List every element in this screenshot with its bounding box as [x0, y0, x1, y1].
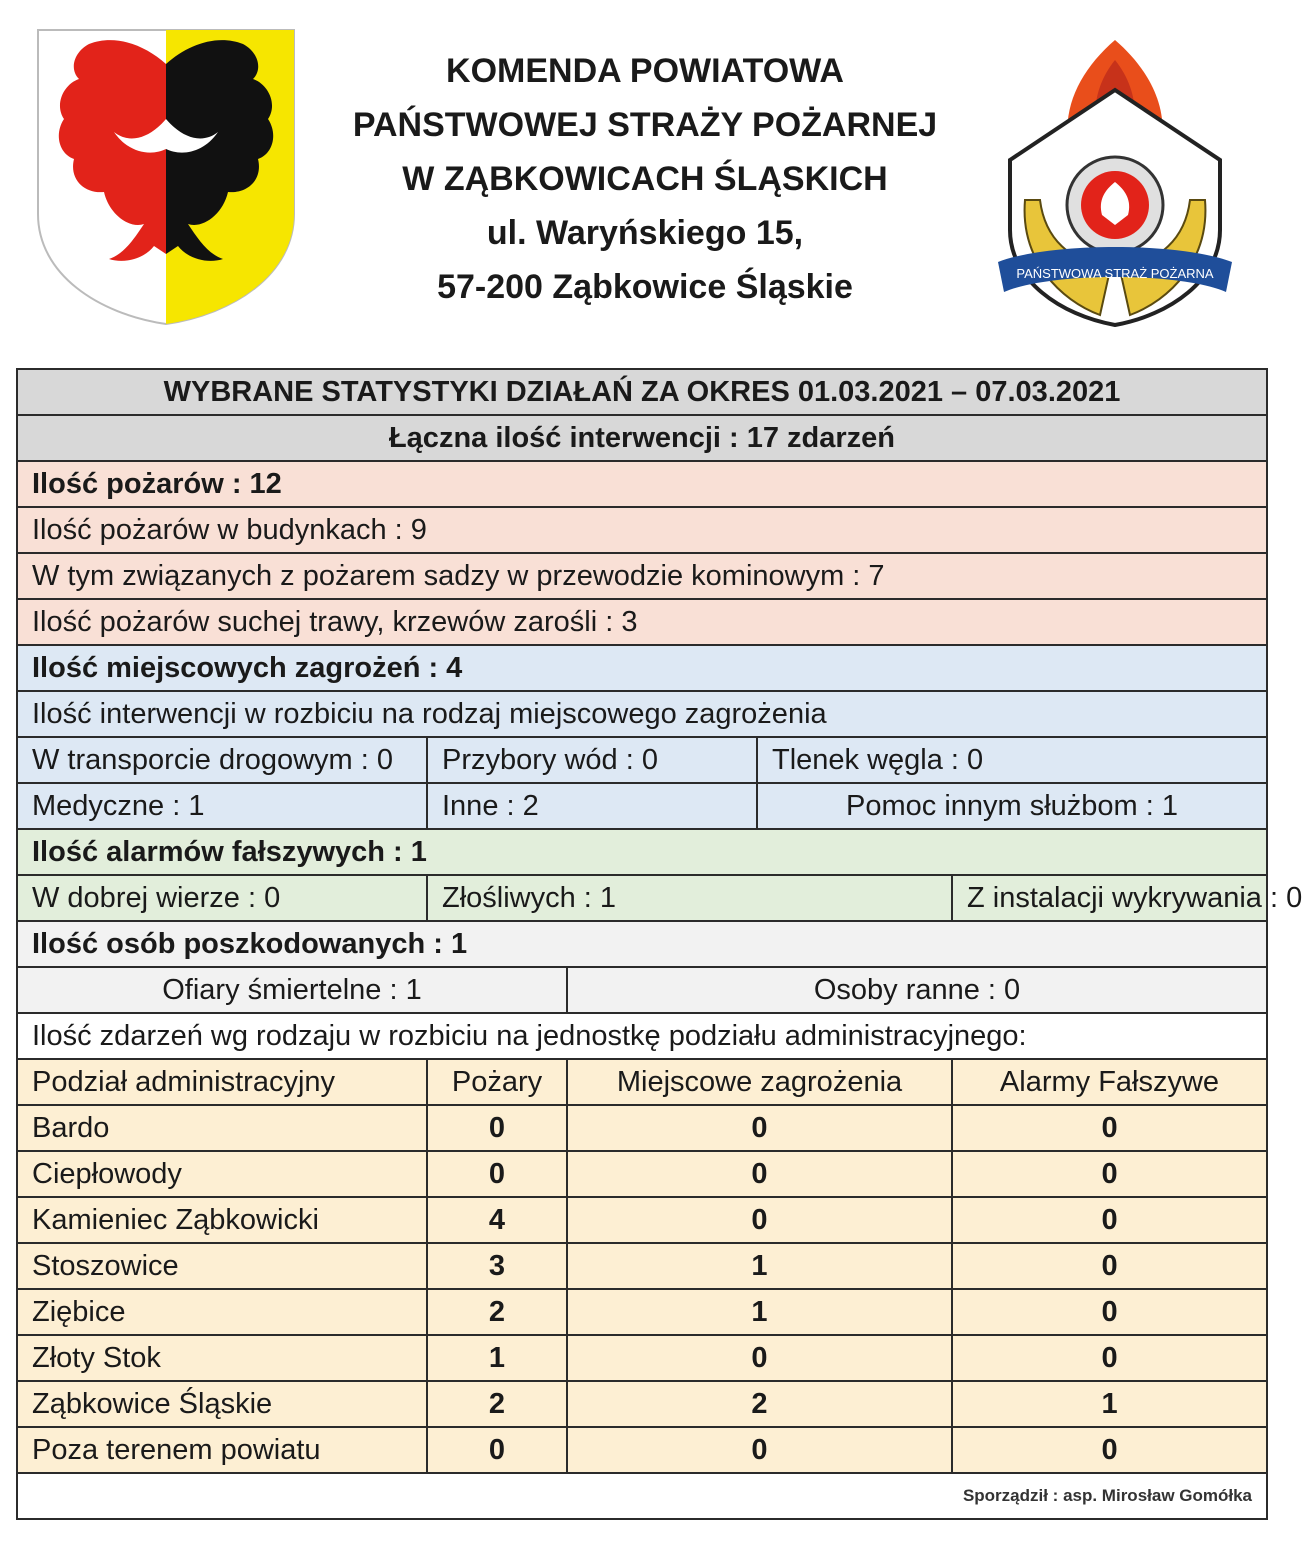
admin-division-name: Ziębice	[17, 1289, 427, 1335]
local-road: W transporcie drogowym : 0	[17, 737, 427, 783]
admin-rows	[17, 1105, 1267, 1473]
table-row	[17, 1289, 1267, 1335]
local-other: Inne : 2	[427, 783, 757, 829]
table-row	[17, 1105, 1267, 1151]
admin-local-count: 0	[567, 1427, 952, 1473]
statistics-table	[16, 368, 1302, 1520]
victims-injured: Osoby ranne : 0	[567, 967, 1267, 1013]
local-threats-breakdown: Ilość interwencji w rozbiciu na rodzaj miejscowego zagrożenia	[17, 691, 1267, 737]
admin-heading: Ilość zdarzeń wg rodzaju w rozbiciu na jednostkę podziału administracyjnego:	[17, 1013, 1267, 1059]
admin-local-count: 1	[567, 1243, 952, 1289]
admin-division-name: Ząbkowice Śląskie	[17, 1381, 427, 1427]
admin-fires-count: 1	[427, 1335, 567, 1381]
admin-false-count: 0	[952, 1105, 1267, 1151]
coat-of-arms-icon	[34, 24, 298, 326]
false-malicious: Złośliwych : 1	[427, 875, 952, 921]
false-detection: Z instalacji wykrywania : 0	[952, 875, 1267, 921]
fires-chimney: W tym związanych z pożarem sadzy w przewodzie kominowym : 7	[17, 553, 1267, 599]
admin-local-count: 0	[567, 1197, 952, 1243]
admin-division-name: Ciepłowody	[17, 1151, 427, 1197]
admin-local-count: 0	[567, 1105, 952, 1151]
admin-fires-count: 2	[427, 1289, 567, 1335]
admin-col-fires: Pożary	[427, 1059, 567, 1105]
admin-false-count: 0	[952, 1243, 1267, 1289]
admin-local-count: 1	[567, 1289, 952, 1335]
header-line-1: KOMENDA POWIATOWA	[446, 52, 844, 90]
false-good-faith: W dobrej wierze : 0	[17, 875, 427, 921]
local-medical: Medyczne : 1	[17, 783, 427, 829]
local-threats-heading: Ilość miejscowych zagrożeń : 4	[17, 645, 1267, 691]
false-alarms-heading: Ilość alarmów fałszywych : 1	[17, 829, 1267, 875]
header-line-3: W ZĄBKOWICACH ŚLĄSKICH	[402, 160, 888, 198]
total-interventions: Łączna ilość interwencji : 17 zdarzeń	[17, 415, 1267, 461]
local-co: Tlenek węgla : 0	[757, 737, 1267, 783]
table-row	[17, 1381, 1267, 1427]
admin-col-false: Alarmy Fałszywe	[952, 1059, 1267, 1105]
admin-col-division: Podział administracyjny	[17, 1059, 427, 1105]
table-row	[17, 1335, 1267, 1381]
admin-fires-count: 0	[427, 1427, 567, 1473]
victims-heading: Ilość osób poszkodowanych : 1	[17, 921, 1267, 967]
victims-fatal: Ofiary śmiertelne : 1	[17, 967, 567, 1013]
table-row	[17, 1243, 1267, 1289]
admin-division-name: Kamieniec Ząbkowicki	[17, 1197, 427, 1243]
admin-division-name: Bardo	[17, 1105, 427, 1151]
institution-address	[300, 44, 990, 314]
admin-false-count: 0	[952, 1151, 1267, 1197]
header-line-4: ul. Waryńskiego 15,	[486, 214, 804, 252]
document-header	[0, 0, 1280, 350]
emblem-text: PAŃSTWOWA STRAŻ POŻARNA	[1016, 266, 1214, 281]
admin-false-count: 1	[952, 1381, 1267, 1427]
fire-service-emblem-icon	[990, 30, 1240, 330]
fires-heading: Ilość pożarów : 12	[17, 461, 1267, 507]
header-line-2: PAŃSTWOWEJ STRAŻY POŻARNEJ	[352, 106, 938, 144]
stats-title: WYBRANE STATYSTYKI DZIAŁAŃ ZA OKRES 01.03.2021 – 07.03.2021	[17, 369, 1267, 415]
admin-false-count: 0	[952, 1335, 1267, 1381]
admin-fires-count: 0	[427, 1105, 567, 1151]
admin-local-count: 0	[567, 1151, 952, 1197]
table-row	[17, 1427, 1267, 1473]
admin-fires-count: 2	[427, 1381, 567, 1427]
fires-grass: Ilość pożarów suchej trawy, krzewów zarośli : 3	[17, 599, 1267, 645]
admin-division-name: Stoszowice	[17, 1243, 427, 1289]
admin-false-count: 0	[952, 1289, 1267, 1335]
local-help: Pomoc innym służbom : 1	[757, 783, 1267, 829]
header-line-5: 57-200 Ząbkowice Śląskie	[437, 268, 853, 306]
fires-buildings: Ilość pożarów w budynkach : 9	[17, 507, 1267, 553]
admin-fires-count: 3	[427, 1243, 567, 1289]
admin-division-name: Poza terenem powiatu	[17, 1427, 427, 1473]
admin-division-name: Złoty Stok	[17, 1335, 427, 1381]
admin-col-local: Miejscowe zagrożenia	[567, 1059, 952, 1105]
admin-fires-count: 0	[427, 1151, 567, 1197]
admin-local-count: 2	[567, 1381, 952, 1427]
local-water: Przybory wód : 0	[427, 737, 757, 783]
prepared-by: Sporządził : asp. Mirosław Gomółka	[17, 1473, 1267, 1519]
admin-fires-count: 4	[427, 1197, 567, 1243]
table-row	[17, 1151, 1267, 1197]
admin-local-count: 0	[567, 1335, 952, 1381]
admin-false-count: 0	[952, 1197, 1267, 1243]
table-row	[17, 1197, 1267, 1243]
admin-false-count: 0	[952, 1427, 1267, 1473]
